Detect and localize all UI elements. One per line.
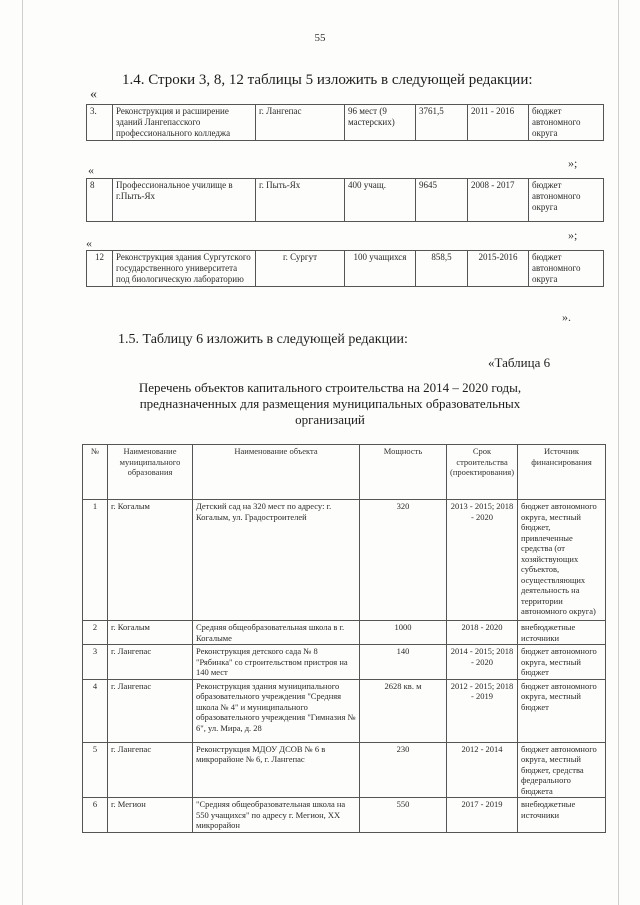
row-number: 6 xyxy=(83,798,108,833)
cost: 3761,5 xyxy=(416,105,468,141)
period: 2011 - 2016 xyxy=(468,105,529,141)
table5-row-3 xyxy=(86,104,604,141)
funding-source: бюджет автономного округа, местный бюджет xyxy=(518,679,606,742)
table-row xyxy=(83,500,606,621)
table-row xyxy=(83,645,606,680)
row-number: 4 xyxy=(83,679,108,742)
row-number: 2 xyxy=(83,621,108,645)
row-number: 3 xyxy=(83,645,108,680)
cost: 858,5 xyxy=(416,251,468,287)
municipality: г. Когалым xyxy=(108,500,193,621)
table-row xyxy=(83,742,606,798)
table-row xyxy=(83,621,606,645)
table5-row-8 xyxy=(86,178,604,222)
table6-header-row xyxy=(83,445,606,500)
period: 2013 - 2015; 2018 - 2020 xyxy=(447,500,518,621)
capacity: 230 xyxy=(360,742,447,798)
period: 2012 - 2015; 2018 - 2019 xyxy=(447,679,518,742)
funding-source: бюджет автономного округа xyxy=(529,179,604,222)
capacity: 320 xyxy=(360,500,447,621)
close-quote-row-12: ». xyxy=(562,310,571,324)
scan-edge-left xyxy=(22,0,23,905)
open-quote-row-12: « xyxy=(86,236,92,250)
row-number: 8 xyxy=(87,179,113,222)
capacity: 2628 кв. м xyxy=(360,679,447,742)
municipality: г. Лангепас xyxy=(108,679,193,742)
capacity: 140 xyxy=(360,645,447,680)
col-source: Источник финансирования xyxy=(518,445,606,500)
funding-source: бюджет автономного округа, местный бюджет, привлеченные средства (от хозяйствующих субъектов, осуществляющих деятельность на территории автономного округа) xyxy=(518,500,606,621)
capacity: 400 учащ. xyxy=(345,179,416,222)
funding-source: бюджет автономного округа, местный бюджет, средства федерального бюджета xyxy=(518,742,606,798)
table-row xyxy=(83,798,606,833)
object-name: Детский сад на 320 мест по адресу: г. Когалым, ул. Градостроителей xyxy=(193,500,360,621)
scan-edge-right xyxy=(618,0,619,905)
table-row xyxy=(83,679,606,742)
table6-label: «Таблица 6 xyxy=(488,355,551,370)
funding-source: бюджет автономного округа xyxy=(529,105,604,141)
open-quote-row-8: « xyxy=(88,163,94,177)
municipality: г. Когалым xyxy=(108,621,193,645)
capacity: 96 мест (9 мастерских) xyxy=(345,105,416,141)
object-name: Профессиональное училище в г.Пыть-Ях xyxy=(113,179,256,222)
table6-title: Перечень объектов капитального строительства на 2014 – 2020 годы, предназначенных для размещения муниципальных образовательных организаций xyxy=(138,380,522,427)
open-quote: « xyxy=(90,87,97,102)
row-number: 1 xyxy=(83,500,108,621)
col-municipality: Наименование муниципального образования xyxy=(108,445,193,500)
municipality: г. Лангепас xyxy=(108,645,193,680)
section-1-4-heading: 1.4. Строки 3, 8, 12 таблицы 5 изложить в следующей редакции: xyxy=(122,72,533,88)
close-quote-row-8: »; xyxy=(568,228,578,242)
period: 2008 - 2017 xyxy=(468,179,529,222)
location: г. Сургут xyxy=(256,251,345,287)
section-1-5-heading: 1.5. Таблицу 6 изложить в следующей редакции: xyxy=(118,332,408,347)
location: г. Лангепас xyxy=(256,105,345,141)
row-number: 12 xyxy=(87,251,113,287)
col-period: Срок строительства (проектирования) xyxy=(447,445,518,500)
object-name: Реконструкция здания Сургутского государственного университета под биологическую лабораторию xyxy=(113,251,256,287)
funding-source: бюджет автономного округа xyxy=(529,251,604,287)
funding-source: внебюджетные источники xyxy=(518,798,606,833)
close-quote-row-3: »; xyxy=(568,156,578,170)
col-capacity: Мощность xyxy=(360,445,447,500)
page-number: 55 xyxy=(314,32,326,44)
municipality: г. Лангепас xyxy=(108,742,193,798)
row-number: 3. xyxy=(87,105,113,141)
cost: 9645 xyxy=(416,179,468,222)
period: 2018 - 2020 xyxy=(447,621,518,645)
object-name: "Средняя общеобразовательная школа на 550 учащихся" по адресу г. Мегион, XX микрорайон xyxy=(193,798,360,833)
location: г. Пыть-Ях xyxy=(256,179,345,222)
municipality: г. Мегион xyxy=(108,798,193,833)
table6 xyxy=(82,444,606,833)
funding-source: внебюджетные источники xyxy=(518,621,606,645)
capacity: 1000 xyxy=(360,621,447,645)
col-object: Наименование объекта xyxy=(193,445,360,500)
table5-row-12 xyxy=(86,250,604,287)
object-name: Реконструкция детского сада № 8 "Рябинка" со строительством пристроя на 140 мест xyxy=(193,645,360,680)
period: 2017 - 2019 xyxy=(447,798,518,833)
object-name: Реконструкция МДОУ ДСОВ № 6 в микрорайоне № 6, г. Лангепас xyxy=(193,742,360,798)
capacity: 550 xyxy=(360,798,447,833)
funding-source: бюджет автономного округа, местный бюджет xyxy=(518,645,606,680)
period: 2014 - 2015; 2018 - 2020 xyxy=(447,645,518,680)
row-number: 5 xyxy=(83,742,108,798)
object-name: Средняя общеобразовательная школа в г. Когалыме xyxy=(193,621,360,645)
col-number: № xyxy=(83,445,108,500)
period: 2012 - 2014 xyxy=(447,742,518,798)
period: 2015-2016 xyxy=(468,251,529,287)
capacity: 100 учащихся xyxy=(345,251,416,287)
object-name: Реконструкция здания муниципального образовательного учреждения "Средняя школа № 4" и муниципального образовательного учреждения "Гимназия № 6", ул. Мира, д. 28 xyxy=(193,679,360,742)
object-name: Реконструкция и расширение зданий Лангепасского профессионального колледжа xyxy=(113,105,256,141)
